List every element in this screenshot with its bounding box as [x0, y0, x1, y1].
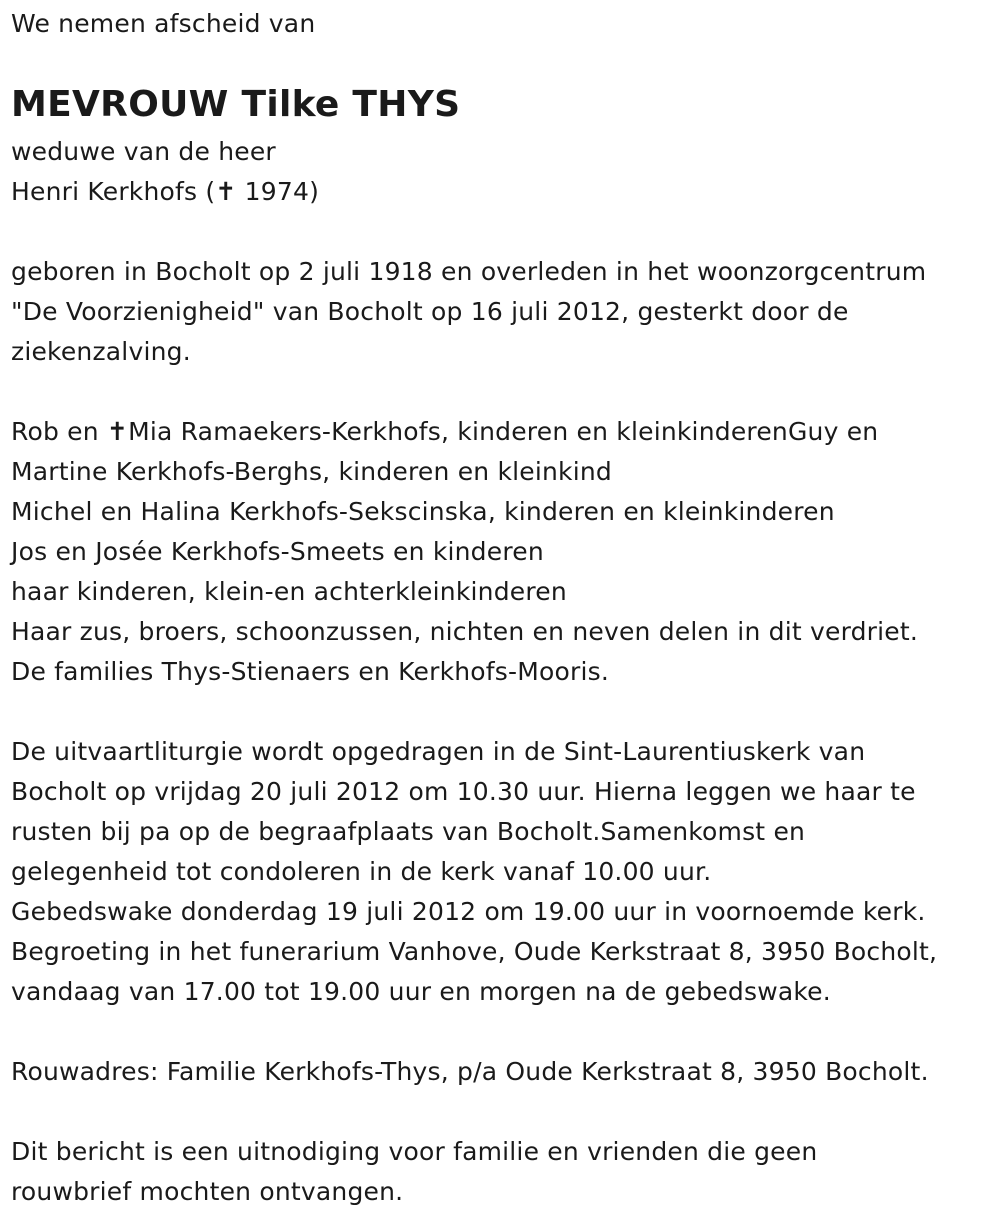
family-line: Jos en Josée Kerkhofs-Smeets en kinderen — [11, 537, 544, 566]
birth-death-line: ziekenzalving. — [11, 337, 191, 366]
address-line: Rouwadres: Familie Kerkhofs-Thys, p/a Oude Kerkstraat 8, 3950 Bocholt. — [11, 1057, 929, 1086]
family-line: Michel en Halina Kerkhofs-Sekscinska, kinderen en kleinkinderen — [11, 497, 835, 526]
deceased-name: MEVROUW Tilke THYS — [11, 84, 461, 125]
spacer — [11, 692, 991, 732]
birth-death-line: geboren in Bocholt op 2 juli 1918 en overleden in het woonzorgcentrum — [11, 257, 927, 286]
widow-block — [11, 132, 991, 212]
birth-death-line: "De Voorzienigheid" van Bocholt op 16 juli 2012, gesterkt door de — [11, 297, 849, 326]
spacer — [11, 1092, 991, 1132]
funeral-line: De uitvaartliturgie wordt opgedragen in de Sint-Laurentiuskerk van — [11, 737, 866, 766]
funeral-line: Begroeting in het funerarium Vanhove, Oude Kerkstraat 8, 3950 Bocholt, — [11, 937, 938, 966]
funeral-block — [11, 732, 991, 1012]
closing-block — [11, 1132, 991, 1212]
family-line: Rob en ✝Mia Ramaekers-Kerkhofs, kinderen en kleinkinderenGuy en — [11, 417, 879, 446]
closing-line: Dit bericht is een uitnodiging voor familie en vrienden die geen — [11, 1137, 818, 1166]
spacer — [11, 1012, 991, 1052]
intro-text: We nemen afscheid van — [11, 9, 316, 38]
family-line: Martine Kerkhofs-Berghs, kinderen en kleinkind — [11, 457, 612, 486]
spacer — [11, 372, 991, 412]
widow-line: weduwe van de heer — [11, 137, 276, 166]
funeral-line: gelegenheid tot condoleren in de kerk vanaf 10.00 uur. — [11, 857, 712, 886]
family-block — [11, 412, 991, 692]
funeral-line: vandaag van 17.00 tot 19.00 uur en morgen na de gebedswake. — [11, 977, 831, 1006]
family-line: Haar zus, broers, schoonzussen, nichten en neven delen in dit verdriet. — [11, 617, 919, 646]
family-line: De families Thys-Stienaers en Kerkhofs-Mooris. — [11, 657, 609, 686]
funeral-line: Bocholt op vrijdag 20 juli 2012 om 10.30 uur. Hierna leggen we haar te — [11, 777, 916, 806]
birth-death-block — [11, 252, 991, 372]
obituary-notice — [11, 4, 991, 1212]
widow-line: Henri Kerkhofs (✝ 1974) — [11, 177, 320, 206]
closing-line: rouwbrief mochten ontvangen. — [11, 1177, 404, 1206]
spacer — [11, 212, 991, 252]
funeral-line: Gebedswake donderdag 19 juli 2012 om 19.00 uur in voornoemde kerk. — [11, 897, 926, 926]
funeral-line: rusten bij pa op de begraafplaats van Bocholt.Samenkomst en — [11, 817, 806, 846]
family-line: haar kinderen, klein-en achterkleinkinderen — [11, 577, 567, 606]
